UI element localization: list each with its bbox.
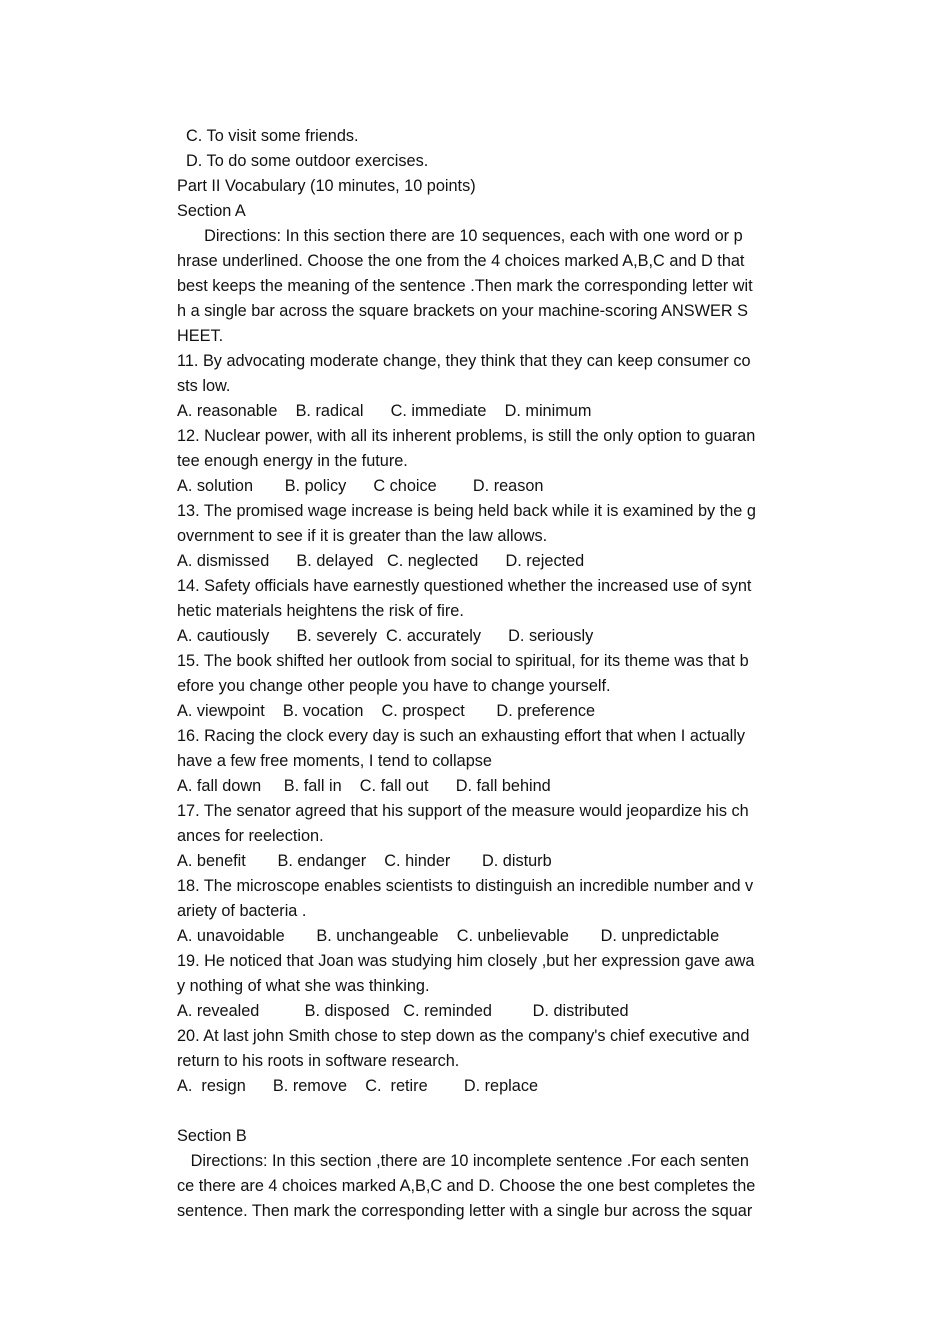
question-line: 12. Nuclear power, with all its inherent problems, is still the only option to guaran — [177, 427, 756, 445]
question-line: have a few free moments, I tend to collapse — [177, 752, 492, 770]
section-b-heading: Section B — [177, 1127, 247, 1145]
option-d-line: D. To do some outdoor exercises. — [177, 152, 429, 170]
choices-line: A. fall down B. fall in C. fall out D. fall behind — [177, 777, 551, 795]
directions-line: ce there are 4 choices marked A,B,C and D. Choose the one best completes the — [177, 1177, 756, 1195]
directions-line: Directions: In this section there are 10 sequences, each with one word or p — [177, 227, 743, 245]
question-line: ariety of bacteria . — [177, 902, 307, 920]
directions-line: sentence. Then mark the corresponding letter with a single bur across the squar — [177, 1202, 753, 1220]
question-line: 11. By advocating moderate change, they think that they can keep consumer co — [177, 352, 751, 370]
choices-line: A. cautiously B. severely C. accurately D. seriously — [177, 627, 594, 645]
question-line: return to his roots in software research. — [177, 1052, 460, 1070]
question-line: efore you change other people you have to change yourself. — [177, 677, 611, 695]
question-line: tee enough energy in the future. — [177, 452, 408, 470]
choices-line: A. dismissed B. delayed C. neglected D. rejected — [177, 552, 585, 570]
question-line: 19. He noticed that Joan was studying him closely ,but her expression gave awa — [177, 952, 755, 970]
directions-line: h a single bar across the square brackets on your machine-scoring ANSWER S — [177, 302, 749, 320]
question-line: 15. The book shifted her outlook from social to spiritual, for its theme was that b — [177, 652, 749, 670]
directions-line: Directions: In this section ,there are 10 incomplete sentence .For each senten — [177, 1152, 749, 1170]
choices-line: A. revealed B. disposed C. reminded D. distributed — [177, 1002, 629, 1020]
choices-line: A. unavoidable B. unchangeable C. unbelievable D. unpredictable — [177, 927, 720, 945]
question-line: y nothing of what she was thinking. — [177, 977, 430, 995]
question-line: overnment to see if it is greater than the law allows. — [177, 527, 548, 545]
question-line: 14. Safety officials have earnestly questioned whether the increased use of synt — [177, 577, 752, 595]
choices-line: A. solution B. policy C choice D. reason — [177, 477, 544, 495]
question-line: 17. The senator agreed that his support of the measure would jeopardize his ch — [177, 802, 749, 820]
choices-line: A. reasonable B. radical C. immediate D. minimum — [177, 402, 592, 420]
question-line: 18. The microscope enables scientists to distinguish an incredible number and v — [177, 877, 754, 895]
directions-line: best keeps the meaning of the sentence .Then mark the corresponding letter wit — [177, 277, 753, 295]
part-heading: Part II Vocabulary (10 minutes, 10 points) — [177, 177, 476, 195]
question-line: 16. Racing the clock every day is such an exhausting effort that when I actually — [177, 727, 746, 745]
choices-line: A. benefit B. endanger C. hinder D. disturb — [177, 852, 552, 870]
choices-line: A. resign B. remove C. retire D. replace — [177, 1077, 539, 1095]
choices-line: A. viewpoint B. vocation C. prospect D. preference — [177, 702, 596, 720]
directions-line: hrase underlined. Choose the one from the 4 choices marked A,B,C and D that — [177, 252, 745, 270]
question-line: 13. The promised wage increase is being held back while it is examined by the g — [177, 502, 756, 520]
section-a-heading: Section A — [177, 202, 246, 220]
question-line: ances for reelection. — [177, 827, 324, 845]
directions-line: HEET. — [177, 327, 224, 345]
option-c-line: C. To visit some friends. — [177, 127, 359, 145]
question-line: sts low. — [177, 377, 231, 395]
question-line: 20. At last john Smith chose to step down as the company's chief executive and — [177, 1027, 750, 1045]
question-line: hetic materials heightens the risk of fire. — [177, 602, 464, 620]
